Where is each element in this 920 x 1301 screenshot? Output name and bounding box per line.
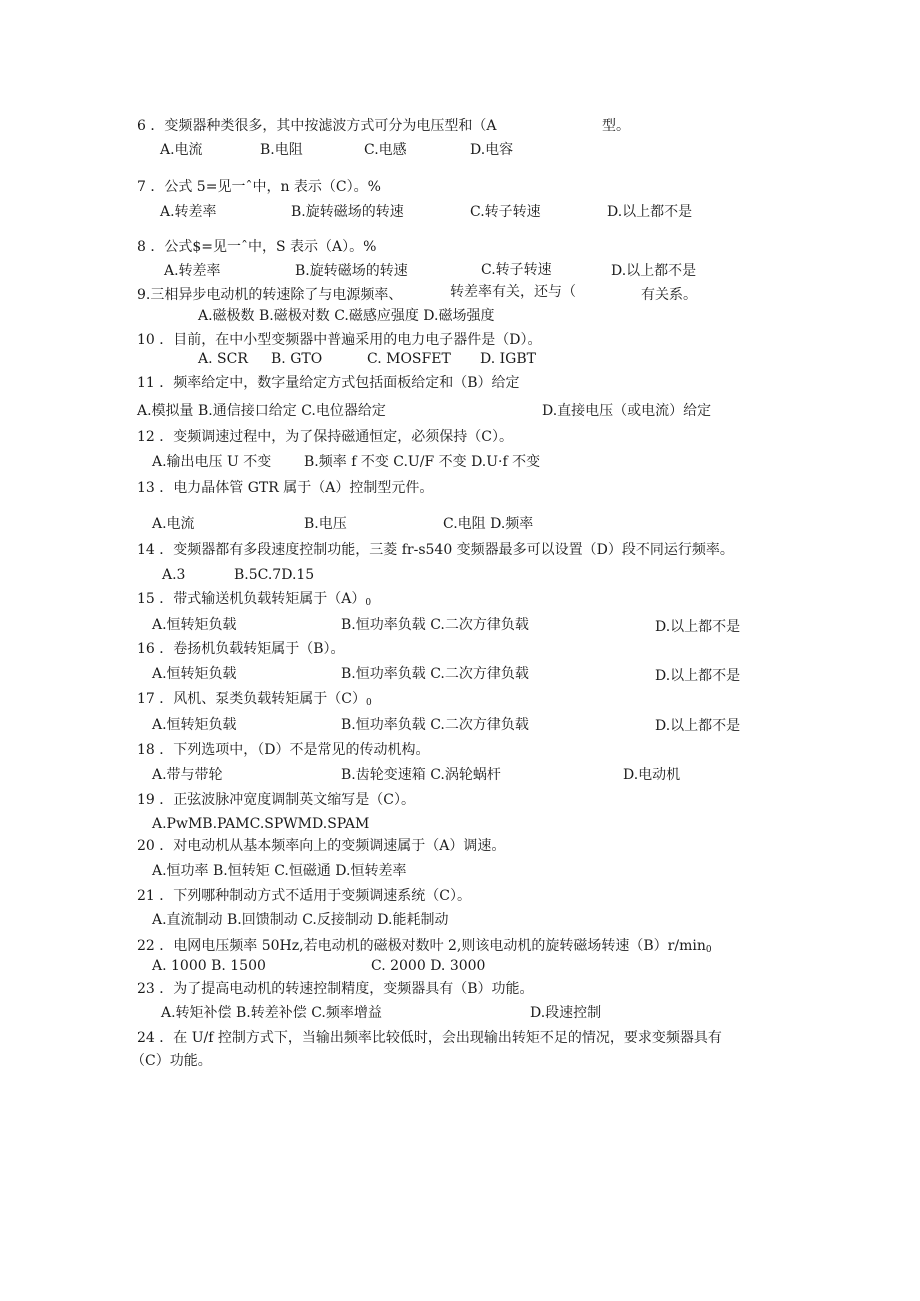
- q14-option-a: A.3: [162, 567, 186, 583]
- q10-option-c: C. MOSFET: [367, 351, 451, 367]
- q18-option-a: A.带与带轮: [152, 767, 223, 783]
- q8-option-b: B.旋转磁场的转速: [295, 263, 408, 279]
- q11-options-abc: A.模拟量 B.通信接口给定 C.电位器给定: [137, 403, 386, 419]
- question-16: 16 ．卷扬机负载转矩属于（B）。: [137, 641, 345, 657]
- q18-options-bc: B.齿轮变速箱 C.涡轮蜗杆: [341, 767, 501, 783]
- q12-option-a: A.输出电压 U 不变: [152, 454, 272, 470]
- q18-option-d: D.电动机: [623, 767, 681, 783]
- q17-option-d: D.以上都不是: [655, 718, 741, 734]
- question-14: 14 ．变频器都有多段速度控制功能，三菱 fr-s540 变频器最多可以设置（D）段不同运行频率。: [137, 542, 734, 558]
- q11-option-d: D.直接电压（或电流）给定: [542, 403, 712, 419]
- q7-option-a: A.转差率: [160, 204, 217, 220]
- question-24-continuation: （C）功能。: [131, 1053, 212, 1069]
- question-9-mid: 转差率有关，还与（: [450, 284, 576, 300]
- question-12: 12 ．变频调速过程中，为了保持磁通恒定，必须保持（C）。: [137, 429, 513, 445]
- q16-option-a: A.恒转矩负载: [152, 666, 237, 682]
- q8-option-d: D.以上都不是: [611, 263, 697, 279]
- q16-option-d: D.以上都不是: [655, 668, 741, 684]
- q16-options-bc: B.恒功率负载 C.二次方律负载: [341, 666, 529, 682]
- question-15: 15 ．带式输送机负载转矩属于$(A)_0$: [137, 591, 372, 608]
- question-6-tail: 型。: [602, 118, 630, 134]
- q17-options-bc: B.恒功率负载 C.二次方律负载: [341, 717, 529, 733]
- q6-option-d: D.电容: [470, 142, 514, 158]
- q20-options: A.恒功率 B.恒转矩 C.恒磁通 D.恒转差率: [152, 863, 407, 879]
- question-13: 13 ．电力晶体管 GTR 属于（A）控制型元件。: [137, 480, 434, 496]
- question-20: 20 ．对电动机从基本频率向上的变频调速属于（A）调速。: [137, 838, 506, 854]
- question-17: 17 ．风机、泵类负载转矩属于$(C)_0$: [137, 691, 372, 708]
- q6-option-a: A.电流: [160, 142, 203, 158]
- q12-options-bcd: B.频率 f 不变 C.U/F 不变 D.U·f 不变: [304, 454, 541, 470]
- question-8: 8 ．公式$=见一ˆ中，S 表示（A）。%: [137, 239, 377, 255]
- q9-options: A.磁极数 B.磁极对数 C.磁感应强度 D.磁场强度: [198, 308, 495, 324]
- q6-option-b: B.电阻: [260, 142, 303, 158]
- q19-options: A.PwMB.PAMC.SPWMD.SPAM: [152, 816, 370, 832]
- question-21: 21 ．下列哪种制动方式不适用于变频调速系统（C）。: [137, 888, 471, 904]
- question-23: 23 ．为了提高电动机的转速控制精度，变频器具有（B）功能。: [137, 981, 534, 997]
- question-6: 6 ．变频器种类很多，其中按滤波方式可分为电压型和（A: [137, 118, 497, 134]
- q7-option-c: C.转子转速: [470, 204, 541, 220]
- q15-options-bc: B.恒功率负载 C.二次方律负载: [341, 617, 529, 633]
- q7-option-d: D.以上都不是: [607, 204, 693, 220]
- question-22: 22 ．电网电压频率 50Hz,若电动机的磁极对数叶 2,则该电动机的旋转磁场转速$(B)r/\min_0$: [137, 938, 712, 955]
- q15-subscript: 0: [365, 598, 372, 608]
- q22-options-ab: A. 1000 B. 1500: [152, 958, 266, 974]
- q13-option-b: B.电压: [304, 516, 347, 532]
- q15-option-a: A.恒转矩负载: [152, 617, 237, 633]
- q22-subscript: 0: [705, 945, 712, 955]
- q23-options-abc: A.转矩补偿 B.转差补偿 C.频率增益: [161, 1005, 382, 1021]
- q6-option-c: C.电感: [364, 142, 407, 158]
- q23-option-d: D.段速控制: [530, 1005, 602, 1021]
- q8-option-c: C.转子转速: [481, 262, 552, 278]
- q10-option-b: B. GTO: [271, 351, 323, 367]
- question-10: 10 ．目前，在中小型变频器中普遍采用的电力电子器件是（D）。: [137, 332, 542, 348]
- q14-options-bcd: B.5C.7D.15: [234, 567, 315, 583]
- question-9: 9.三相异步电动机的转速除了与电源频率、: [137, 287, 403, 303]
- question-24: 24 ．在 U/f 控制方式下，当输出频率比较低时，会出现输出转矩不足的情况，要求变频器具有: [137, 1030, 722, 1046]
- question-9-tail: 有关系。: [641, 287, 697, 303]
- q8-option-a: A.转差率: [164, 263, 221, 279]
- question-19: 19 ．正弦波脉冲宽度调制英文缩写是（C）。: [137, 792, 415, 808]
- q17-subscript: 0: [365, 698, 372, 708]
- q7-option-b: B.旋转磁场的转速: [291, 204, 404, 220]
- q10-option-a: A. SCR: [198, 351, 248, 367]
- q22-options-cd: C. 2000 D. 3000: [371, 958, 486, 974]
- q17-option-a: A.恒转矩负载: [152, 717, 237, 733]
- question-7: 7 ．公式 5=见一ˆ中，n 表示（C）。%: [137, 179, 381, 195]
- question-18: 18 ．下列选项中，（D）不是常见的传动机构。: [137, 742, 430, 758]
- q13-options-cd: C.电阻 D.频率: [443, 516, 534, 532]
- q13-option-a: A.电流: [152, 516, 195, 532]
- question-11: 11 ．频率给定中，数字量给定方式包括面板给定和（B）给定: [137, 375, 520, 391]
- q10-option-d: D. IGBT: [480, 351, 536, 367]
- q21-options: A.直流制动 B.回馈制动 C.反接制动 D.能耗制动: [152, 912, 449, 928]
- q15-option-d: D.以上都不是: [655, 619, 741, 635]
